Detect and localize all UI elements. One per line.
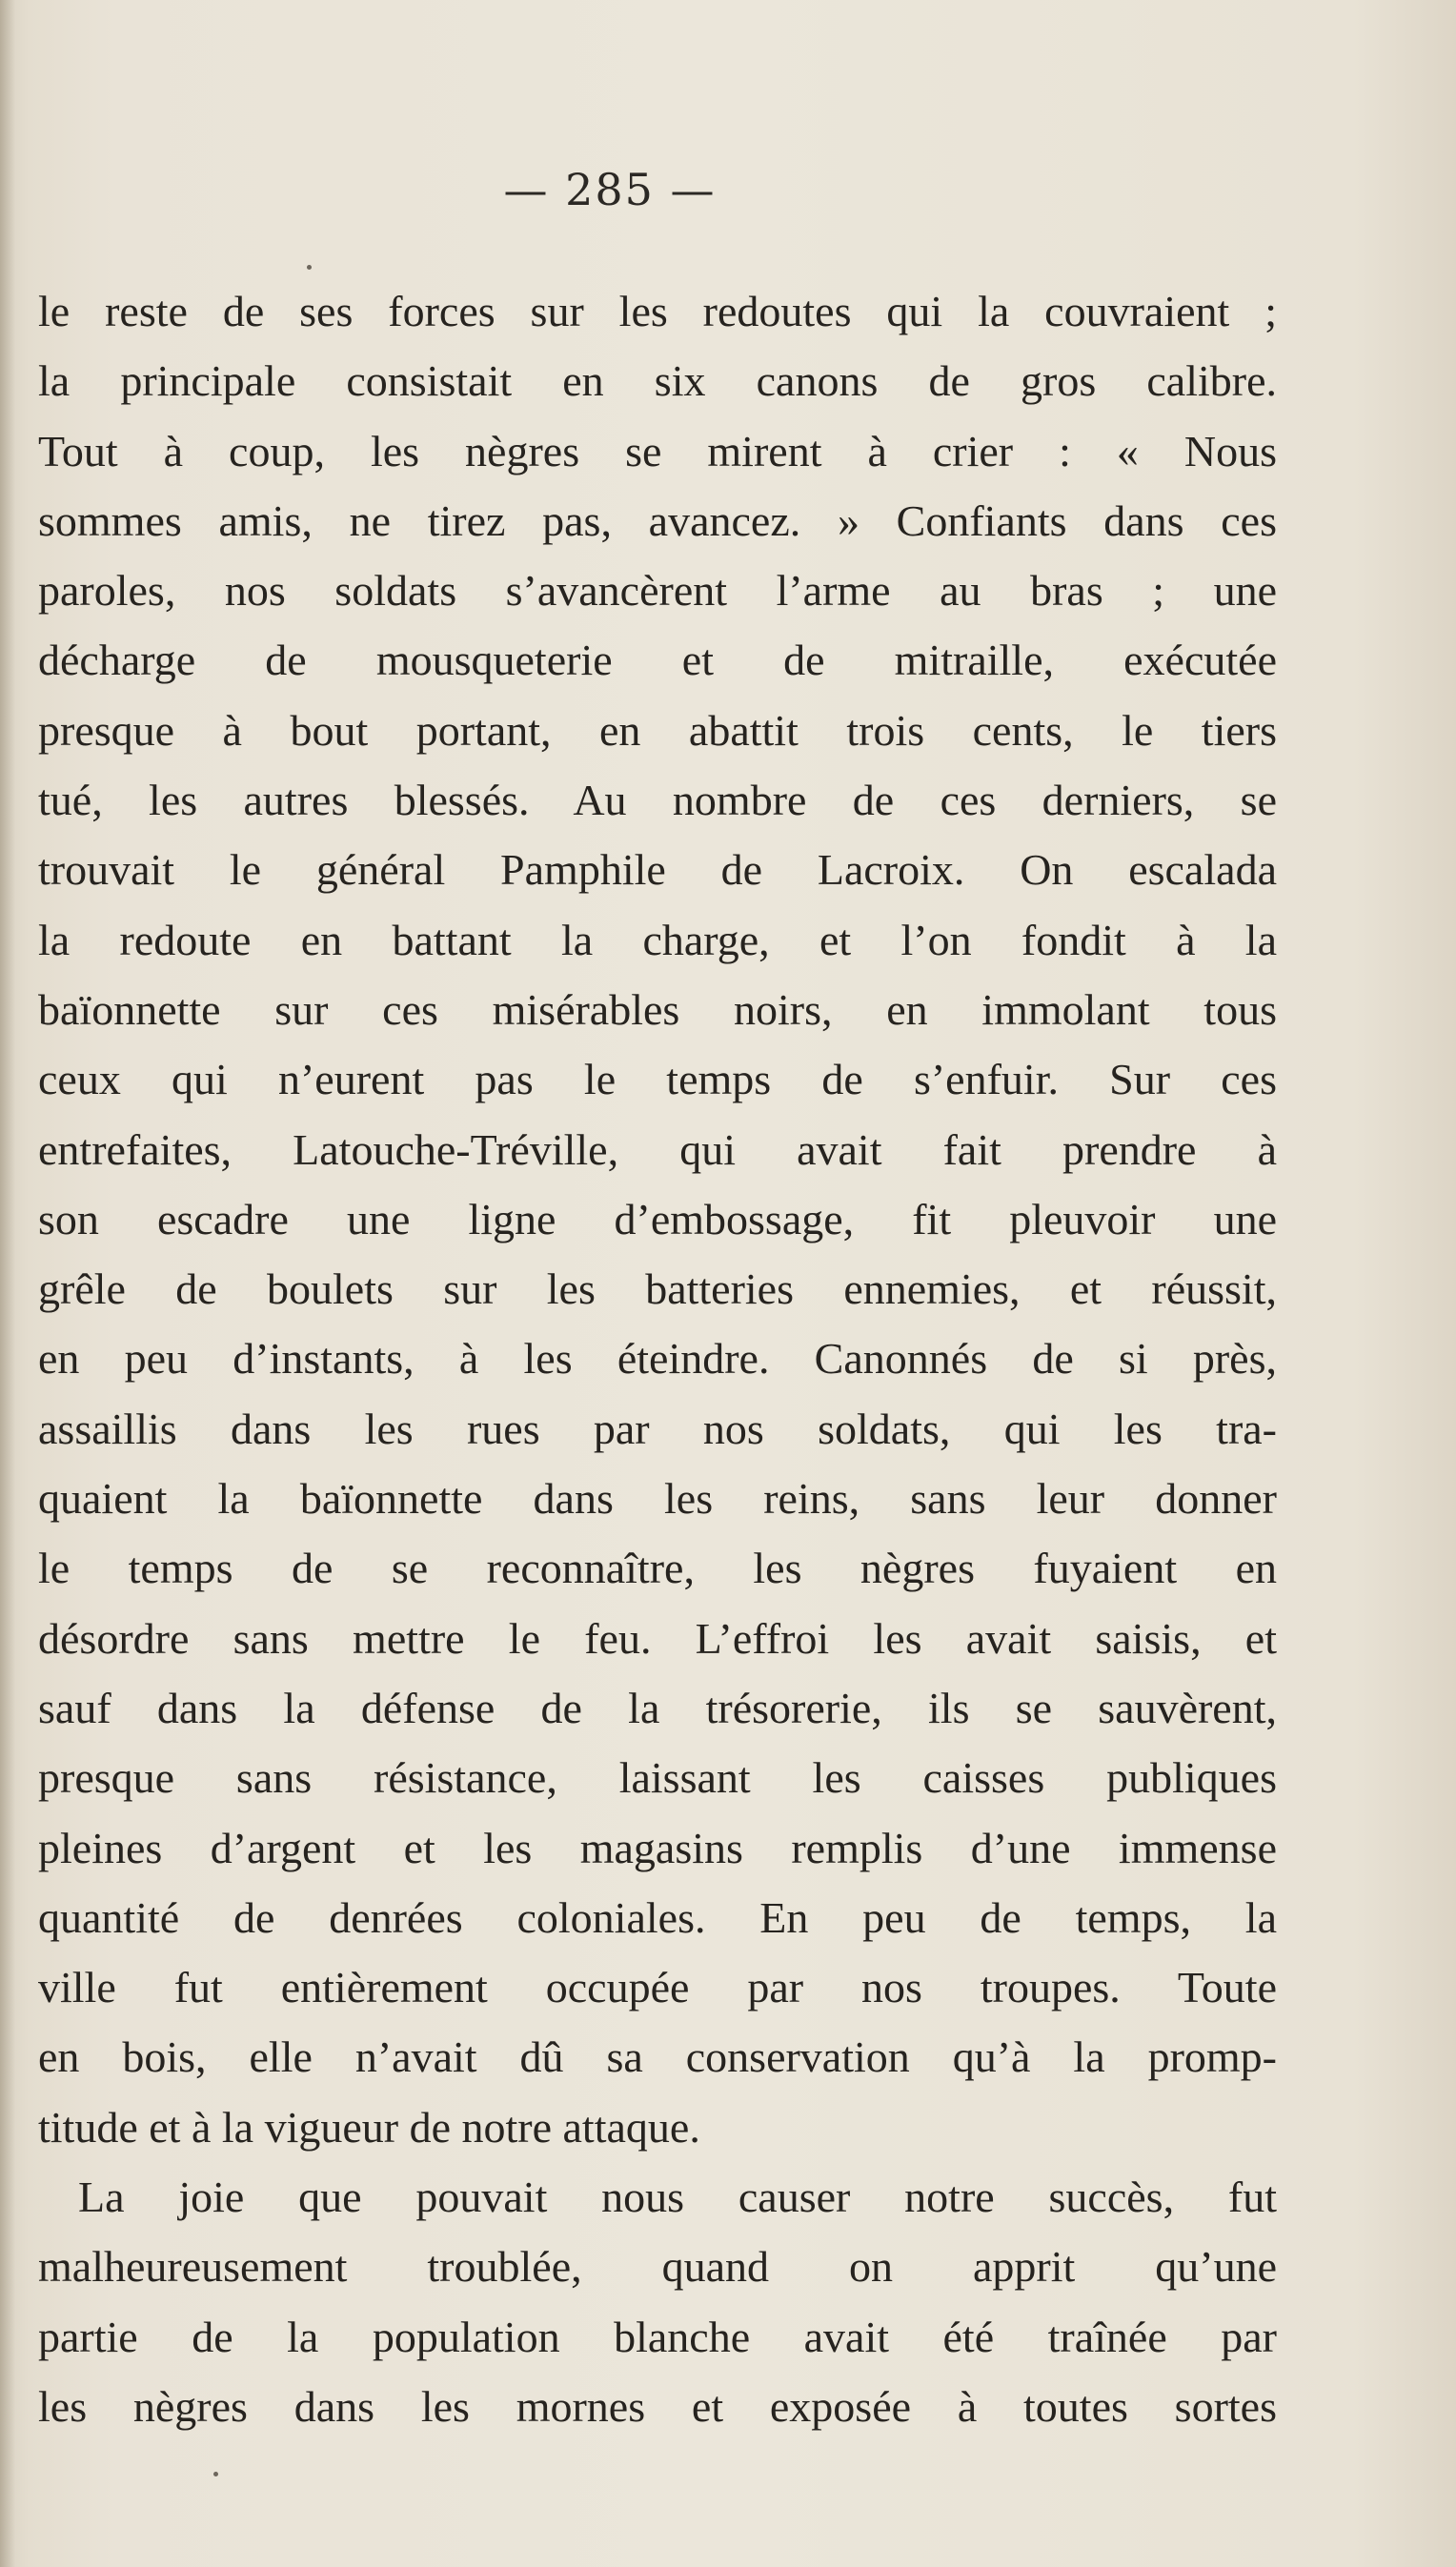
text-line: la redoute en battant la charge, et l’on fondit à la <box>38 915 1277 964</box>
text-line: quantité de denrées coloniales. En peu de temps, la <box>38 1892 1277 1942</box>
text-line: le temps de se reconnaître, les nègres fuyaient en <box>38 1544 1277 1593</box>
body-text <box>38 276 1277 2441</box>
text-line: ceux qui n’eurent pas le temps de s’enfuir. Sur ces <box>38 1055 1277 1104</box>
text-line: assaillis dans les rues par nos soldats, qui les tra- <box>38 1404 1277 1453</box>
text-line: grêle de boulets sur les batteries ennemies, et réussit, <box>38 1264 1277 1314</box>
text-line: malheureusement troublée, quand on apprit qu’une <box>38 2242 1277 2292</box>
text-line: partie de la population blanche avait été traînée par <box>38 2312 1277 2361</box>
text-line: Tout à coup, les nègres se mirent à crier : « Nous <box>38 426 1277 475</box>
text-line: en peu d’instants, à les éteindre. Canonnés de si près, <box>38 1334 1277 1384</box>
text-line: la principale consistait en six canons de gros calibre. <box>38 356 1277 406</box>
text-line: presque à bout portant, en abattit trois cents, le tiers <box>38 705 1277 755</box>
text-line: trouvait le général Pamphile de Lacroix. On escalada <box>38 845 1277 895</box>
text-line: baïonnette sur ces misérables noirs, en immolant tous <box>38 984 1277 1034</box>
text-line: son escadre une ligne d’embossage, fit pleuvoir une <box>38 1194 1277 1243</box>
text-line: ville fut entièrement occupée par nos troupes. Toute <box>38 1963 1277 2012</box>
text-line: désordre sans mettre le feu. L’effroi les avait saisis, et <box>38 1613 1277 1663</box>
page-number: — 285 — <box>503 164 717 215</box>
text-line: sommes amis, ne tirez pas, avancez. » Confiants dans ces <box>38 495 1277 545</box>
text-line: presque sans résistance, laissant les caisses publiques <box>38 1753 1277 1803</box>
text-line: en bois, elle n’avait dû sa conservation qu’à la promp- <box>38 2032 1277 2082</box>
paper-speck <box>307 265 312 270</box>
text-line: tué, les autres blessés. Au nombre de ces derniers, se <box>38 776 1277 825</box>
text-line: le reste de ses forces sur les redoutes qui la couvraient ; <box>38 287 1277 335</box>
text-line: pleines d’argent et les magasins remplis d’une immense <box>38 1823 1277 1872</box>
text-line: quaient la baïonnette dans les reins, sans leur donner <box>38 1474 1277 1524</box>
text-line: les nègres dans les mornes et exposée à toutes sortes <box>38 2381 1277 2431</box>
binding-shadow <box>0 0 15 2567</box>
text-line: sauf dans la défense de la trésorerie, ils se sauvèrent, <box>38 1683 1277 1732</box>
text-line: décharge de mousqueterie et de mitraille, exécutée <box>38 636 1277 685</box>
text-line: entrefaites, Latouche-Tréville, qui avait fait prendre à <box>38 1124 1277 1174</box>
text-line: paroles, nos soldats s’avancèrent l’arme au bras ; une <box>38 566 1277 616</box>
text-line: titude et à la vigueur de notre attaque. <box>38 2102 700 2152</box>
text-line: La joie que pouvait nous causer notre succès, fut <box>78 2173 1277 2222</box>
paper-speck <box>213 2472 218 2476</box>
